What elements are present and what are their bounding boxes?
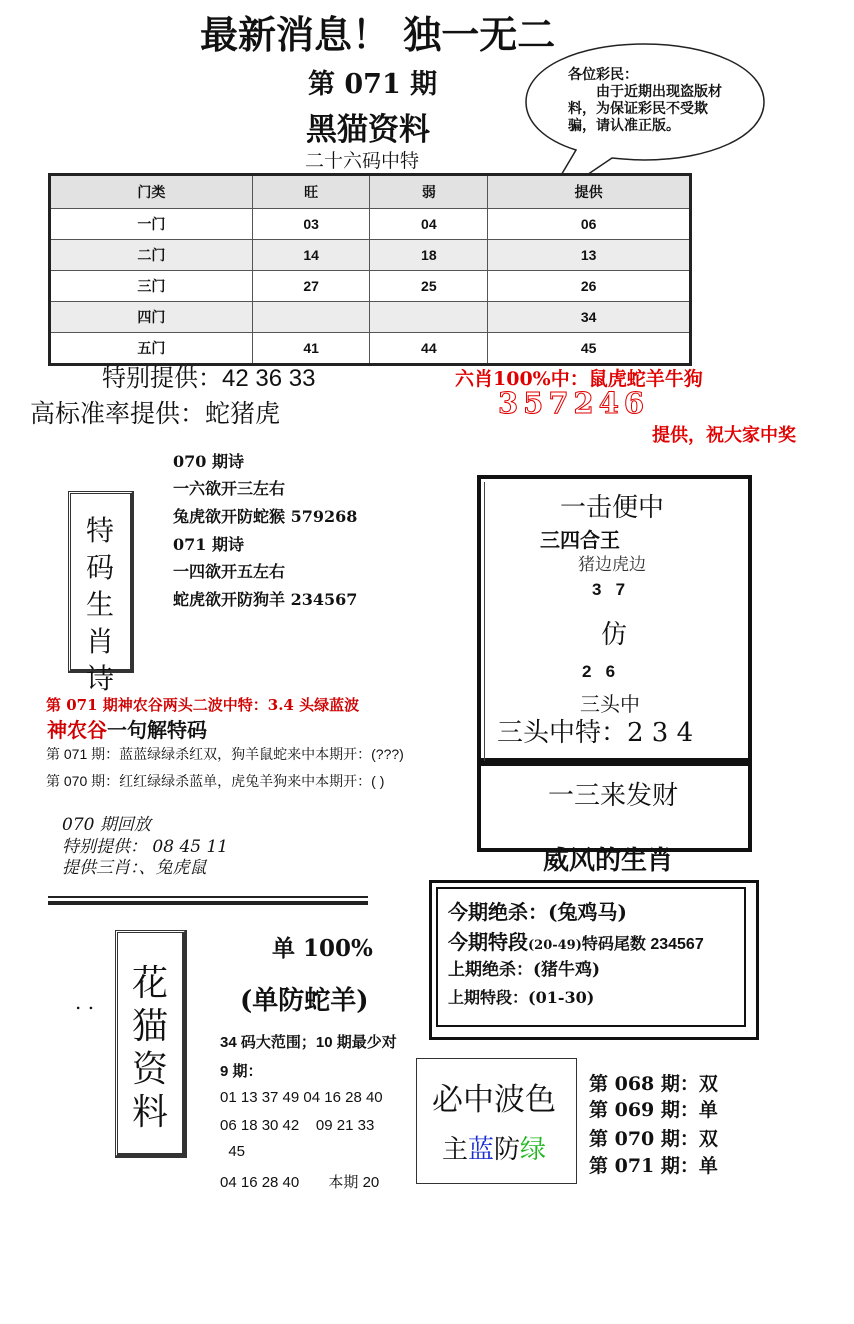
- wave-period-line: 第 070 期：双: [589, 1128, 718, 1150]
- oneshot-numbers-1: 3 7: [592, 580, 626, 599]
- table-cell: 二门: [50, 240, 253, 271]
- oneshot-cut-line-2: 三头中: [580, 692, 640, 716]
- poem-line: 一四欲开五左右: [173, 562, 286, 581]
- table-header-cell: 提供: [488, 175, 691, 209]
- range-line: 9 期：: [220, 1063, 263, 1080]
- table-row: [50, 240, 691, 271]
- wish-text: 提供，祝大家中奖: [652, 425, 796, 446]
- kill-segment-range: (20-49): [528, 938, 582, 953]
- oneshot-numbers-2: 2 6: [582, 662, 616, 681]
- kill-tail-numbers: 特码尾数 234567: [581, 936, 704, 953]
- oneshot-cut-line: 三四合王: [540, 528, 620, 552]
- notice-body: 由于近期出现盗版材料，为保证彩民不受欺骗，请认准正版。: [568, 84, 722, 134]
- fortune-title: 一三来发财: [548, 781, 679, 811]
- table-header-cell: 旺: [252, 175, 370, 209]
- oneshot-title: 一击便中: [560, 493, 665, 523]
- period-071-line: 第 071 期：蓝蓝绿绿杀红双，狗羊鼠蛇来中本期开：(???): [46, 746, 404, 762]
- shennong-title: [47, 714, 207, 743]
- table-cell: 03: [252, 209, 370, 240]
- wave-blue: 蓝: [468, 1135, 495, 1165]
- table-row: [50, 271, 691, 302]
- table-row: [50, 209, 691, 240]
- kill-line: 上期绝杀：(猪牛鸡): [448, 960, 601, 980]
- six-numbers: 357246: [498, 386, 650, 420]
- table-cell: 14: [252, 240, 370, 271]
- period-070-line: 第 070 期：红红绿绿杀蓝单，虎兔羊狗来中本期开：( ): [46, 773, 385, 789]
- single-guard: (单防蛇羊): [240, 986, 369, 1016]
- range-line: 01 13 37 49 04 16 28 40: [220, 1089, 383, 1106]
- wave-period-line: 第 068 期：双: [589, 1073, 718, 1095]
- table-cell: 41: [252, 333, 370, 365]
- table-cell: 13: [488, 240, 691, 271]
- replay-line: 提供三肖：、兔虎鼠: [62, 858, 207, 878]
- poem-line: 070 期诗: [173, 452, 244, 471]
- poem-line: 一六欲开三左右: [173, 479, 286, 498]
- table-cell: 26: [488, 271, 691, 302]
- issue-number: 第 071 期: [308, 69, 438, 100]
- range-line: 34 码大范围；10 期最少对: [220, 1034, 397, 1051]
- kill-special-segment: [448, 926, 704, 955]
- flower-cat-title: 花猫资料: [131, 963, 168, 1133]
- three-head-special: 三头中特：2 3 4: [497, 718, 694, 748]
- table-cell: 五门: [50, 333, 253, 365]
- wave-main-label: 主: [442, 1135, 469, 1165]
- single-percent: 单 100%: [272, 935, 373, 962]
- dots: . .: [75, 990, 95, 1014]
- table-cell: 27: [252, 271, 370, 302]
- door-table: [48, 173, 692, 366]
- table-cell: [252, 302, 370, 333]
- table-cell: [370, 302, 488, 333]
- main-title: 最新消息！ 独一无二: [200, 12, 556, 57]
- table-cell: 18: [370, 240, 488, 271]
- wave-color-sub: [442, 1129, 546, 1166]
- table-header-cell: 弱: [370, 175, 488, 209]
- notice-text: [568, 67, 728, 151]
- poem-line: 071 期诗: [173, 535, 244, 554]
- wave-color-title: 必中波色: [432, 1082, 556, 1118]
- section-divider: [48, 896, 368, 898]
- kill-segment-label: 今期特段: [448, 930, 528, 954]
- table-row: [50, 302, 691, 333]
- shennong-red-line: 第 071 期神农谷两头二波中特：3.4 头绿蓝波: [46, 696, 360, 714]
- notice-greeting: 各位彩民：: [568, 67, 638, 83]
- six-zodiac-line: 六肖100%中：鼠虎蛇羊牛狗: [455, 368, 703, 390]
- wave-green: 绿: [520, 1135, 547, 1165]
- replay-line: 070 期回放: [62, 815, 151, 835]
- table-cell: 25: [370, 271, 488, 302]
- poem-line: 蛇虎欲开防狗羊 234567: [173, 590, 358, 609]
- kill-line: 上期特段：(01-30): [448, 988, 595, 1007]
- range-line: 06 18 30 42 09 21 33: [220, 1117, 375, 1134]
- special-provide: 特别提供：42 36 33: [102, 365, 316, 392]
- poem-line: 兔虎欲开防蛇猴 579268: [173, 507, 358, 526]
- shennong-title-red: 神农谷: [47, 718, 107, 742]
- shennong-title-black: 一句解特码: [107, 718, 207, 742]
- range-line: 45: [220, 1143, 246, 1160]
- table-cell: 三门: [50, 271, 253, 302]
- mighty-zodiac-title: 威风的生肖: [543, 846, 674, 876]
- poem-box-title: 特码生肖诗: [85, 514, 114, 695]
- table-header-cell: 门类: [50, 175, 253, 209]
- oneshot-pig-line: 猪边虎边: [578, 555, 646, 575]
- table-header-row: [50, 175, 691, 209]
- table-cell: 45: [488, 333, 691, 365]
- section-divider: [48, 901, 368, 905]
- wave-period-line: 第 069 期：单: [589, 1099, 718, 1121]
- oneshot-fang: 仿: [601, 620, 628, 650]
- document-title: 黑猫资料: [306, 112, 430, 148]
- table-caption: 二十六码中特: [305, 150, 420, 172]
- table-cell: 04: [370, 209, 488, 240]
- table-cell: 06: [488, 209, 691, 240]
- table-cell: 34: [488, 302, 691, 333]
- table-cell: 一门: [50, 209, 253, 240]
- kill-line: 今期绝杀：(兔鸡马): [448, 900, 627, 924]
- wave-period-line: 第 071 期：单: [589, 1155, 718, 1177]
- table-cell: 四门: [50, 302, 253, 333]
- replay-line: 特别提供： 08 45 11: [62, 837, 229, 857]
- range-line: 04 16 28 40 本期 20: [220, 1174, 380, 1191]
- table-cell: 44: [370, 333, 488, 365]
- high-accuracy-provide: 高标准率提供：蛇猪虎: [30, 400, 281, 428]
- wave-guard-label: 防: [494, 1135, 521, 1165]
